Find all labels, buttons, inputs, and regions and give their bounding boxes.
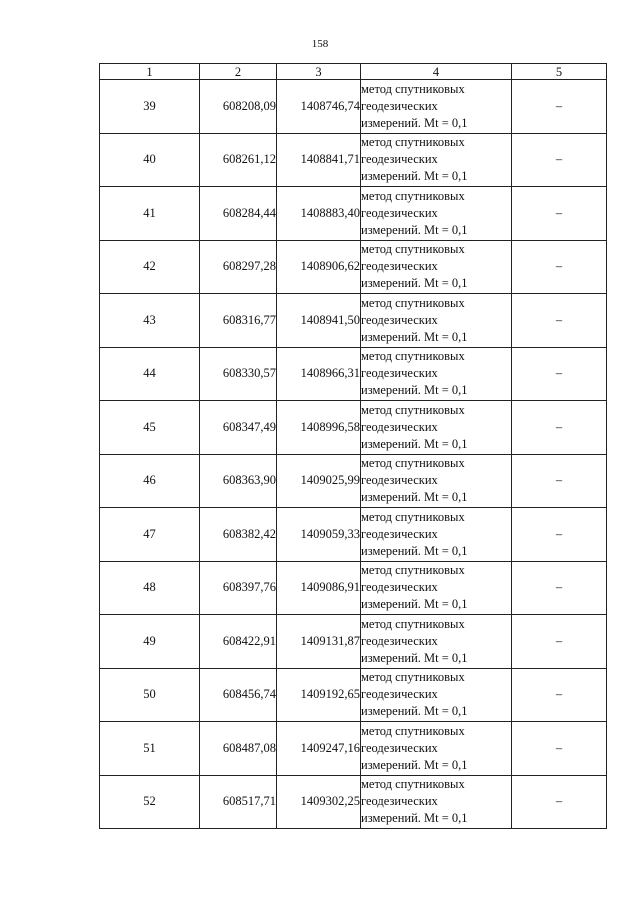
method-line: метод спутниковых: [361, 135, 465, 150]
method-line: измерений. Mt = 0,1: [361, 436, 468, 451]
y-coordinate-cell: 1408966,31: [277, 347, 361, 401]
table-row: [100, 722, 607, 776]
note-cell: –: [512, 561, 607, 615]
table-row: [100, 454, 607, 508]
table-row: [100, 508, 607, 562]
method-cell: [361, 80, 512, 134]
x-coordinate-cell: 608297,28: [200, 240, 277, 294]
method-line: геодезических: [361, 633, 438, 648]
column-header-4: 4: [361, 64, 512, 80]
method-line: метод спутниковых: [361, 188, 465, 203]
method-line: геодезических: [361, 526, 438, 541]
method-cell: [361, 133, 512, 187]
note-cell: –: [512, 775, 607, 829]
method-line: метод спутниковых: [361, 670, 465, 685]
x-coordinate-cell: 608261,12: [200, 133, 277, 187]
method-line: измерений. Mt = 0,1: [361, 276, 468, 291]
x-coordinate-cell: 608422,91: [200, 615, 277, 669]
method-line: геодезических: [361, 580, 438, 595]
table-row: [100, 294, 607, 348]
table-row: [100, 187, 607, 241]
note-cell: –: [512, 722, 607, 776]
method-line: измерений. Mt = 0,1: [361, 543, 468, 558]
page-number: 158: [311, 38, 329, 50]
method-line: измерений. Mt = 0,1: [361, 383, 468, 398]
y-coordinate-cell: 1408883,40: [277, 187, 361, 241]
column-header-3: 3: [277, 64, 361, 80]
column-header-5: 5: [512, 64, 607, 80]
point-number-cell: 39: [100, 80, 200, 134]
x-coordinate-cell: 608363,90: [200, 454, 277, 508]
method-line: измерений. Mt = 0,1: [361, 222, 468, 237]
y-coordinate-cell: 1409131,87: [277, 615, 361, 669]
method-cell: [361, 508, 512, 562]
method-line: метод спутниковых: [361, 242, 465, 257]
table-body: [100, 80, 607, 829]
method-line: измерений. Mt = 0,1: [361, 704, 468, 719]
x-coordinate-cell: 608208,09: [200, 80, 277, 134]
table-row: [100, 615, 607, 669]
method-cell: [361, 454, 512, 508]
method-cell: [361, 240, 512, 294]
y-coordinate-cell: 1408941,50: [277, 294, 361, 348]
x-coordinate-cell: 608284,44: [200, 187, 277, 241]
method-line: метод спутниковых: [361, 349, 465, 364]
method-line: метод спутниковых: [361, 402, 465, 417]
method-line: измерений. Mt = 0,1: [361, 169, 468, 184]
point-number-cell: 46: [100, 454, 200, 508]
method-line: измерений. Mt = 0,1: [361, 650, 468, 665]
method-cell: [361, 401, 512, 455]
note-cell: –: [512, 240, 607, 294]
note-cell: –: [512, 454, 607, 508]
method-line: измерений. Mt = 0,1: [361, 115, 468, 130]
method-line: геодезических: [361, 98, 438, 113]
x-coordinate-cell: 608456,74: [200, 668, 277, 722]
table-row: [100, 401, 607, 455]
point-number-cell: 52: [100, 775, 200, 829]
note-cell: –: [512, 133, 607, 187]
method-cell: [361, 347, 512, 401]
note-cell: –: [512, 668, 607, 722]
table-row: [100, 668, 607, 722]
method-line: метод спутниковых: [361, 777, 465, 792]
point-number-cell: 40: [100, 133, 200, 187]
note-cell: –: [512, 187, 607, 241]
method-line: метод спутниковых: [361, 456, 465, 471]
point-number-cell: 43: [100, 294, 200, 348]
table-row: [100, 80, 607, 134]
table-row: [100, 240, 607, 294]
method-line: измерений. Mt = 0,1: [361, 811, 468, 826]
method-line: геодезических: [361, 205, 438, 220]
note-cell: –: [512, 508, 607, 562]
x-coordinate-cell: 608347,49: [200, 401, 277, 455]
method-line: геодезических: [361, 366, 438, 381]
point-number-cell: 45: [100, 401, 200, 455]
note-cell: –: [512, 80, 607, 134]
x-coordinate-cell: 608316,77: [200, 294, 277, 348]
x-coordinate-cell: 608517,71: [200, 775, 277, 829]
column-header-1: 1: [100, 64, 200, 80]
method-cell: [361, 561, 512, 615]
method-line: геодезических: [361, 687, 438, 702]
method-line: геодезических: [361, 259, 438, 274]
x-coordinate-cell: 608487,08: [200, 722, 277, 776]
method-line: геодезических: [361, 794, 438, 809]
method-line: измерений. Mt = 0,1: [361, 329, 468, 344]
method-cell: [361, 615, 512, 669]
point-number-cell: 49: [100, 615, 200, 669]
method-line: геодезических: [361, 152, 438, 167]
method-line: метод спутниковых: [361, 723, 465, 738]
point-number-cell: 42: [100, 240, 200, 294]
method-line: метод спутниковых: [361, 295, 465, 310]
y-coordinate-cell: 1409192,65: [277, 668, 361, 722]
y-coordinate-cell: 1409302,25: [277, 775, 361, 829]
table-row: [100, 561, 607, 615]
note-cell: –: [512, 615, 607, 669]
x-coordinate-cell: 608397,76: [200, 561, 277, 615]
point-number-cell: 47: [100, 508, 200, 562]
y-coordinate-cell: 1409059,33: [277, 508, 361, 562]
table-header-row: [100, 64, 607, 80]
method-cell: [361, 668, 512, 722]
point-number-cell: 44: [100, 347, 200, 401]
method-line: измерений. Mt = 0,1: [361, 490, 468, 505]
y-coordinate-cell: 1409086,91: [277, 561, 361, 615]
method-line: метод спутниковых: [361, 81, 465, 96]
note-cell: –: [512, 347, 607, 401]
y-coordinate-cell: 1408996,58: [277, 401, 361, 455]
table-row: [100, 775, 607, 829]
method-cell: [361, 775, 512, 829]
method-line: геодезических: [361, 312, 438, 327]
table-row: [100, 347, 607, 401]
point-number-cell: 41: [100, 187, 200, 241]
method-line: измерений. Mt = 0,1: [361, 597, 468, 612]
method-line: геодезических: [361, 473, 438, 488]
note-cell: –: [512, 294, 607, 348]
y-coordinate-cell: 1408906,62: [277, 240, 361, 294]
method-cell: [361, 294, 512, 348]
table-row: [100, 133, 607, 187]
point-number-cell: 51: [100, 722, 200, 776]
x-coordinate-cell: 608330,57: [200, 347, 277, 401]
method-line: метод спутниковых: [361, 563, 465, 578]
coordinates-table: [99, 63, 607, 829]
method-cell: [361, 722, 512, 776]
x-coordinate-cell: 608382,42: [200, 508, 277, 562]
point-number-cell: 48: [100, 561, 200, 615]
y-coordinate-cell: 1409247,16: [277, 722, 361, 776]
method-line: метод спутниковых: [361, 509, 465, 524]
method-line: измерений. Mt = 0,1: [361, 757, 468, 772]
column-header-2: 2: [200, 64, 277, 80]
note-cell: –: [512, 401, 607, 455]
method-line: метод спутниковых: [361, 616, 465, 631]
method-line: геодезических: [361, 740, 438, 755]
point-number-cell: 50: [100, 668, 200, 722]
y-coordinate-cell: 1408841,71: [277, 133, 361, 187]
method-cell: [361, 187, 512, 241]
method-line: геодезических: [361, 419, 438, 434]
y-coordinate-cell: 1409025,99: [277, 454, 361, 508]
y-coordinate-cell: 1408746,74: [277, 80, 361, 134]
